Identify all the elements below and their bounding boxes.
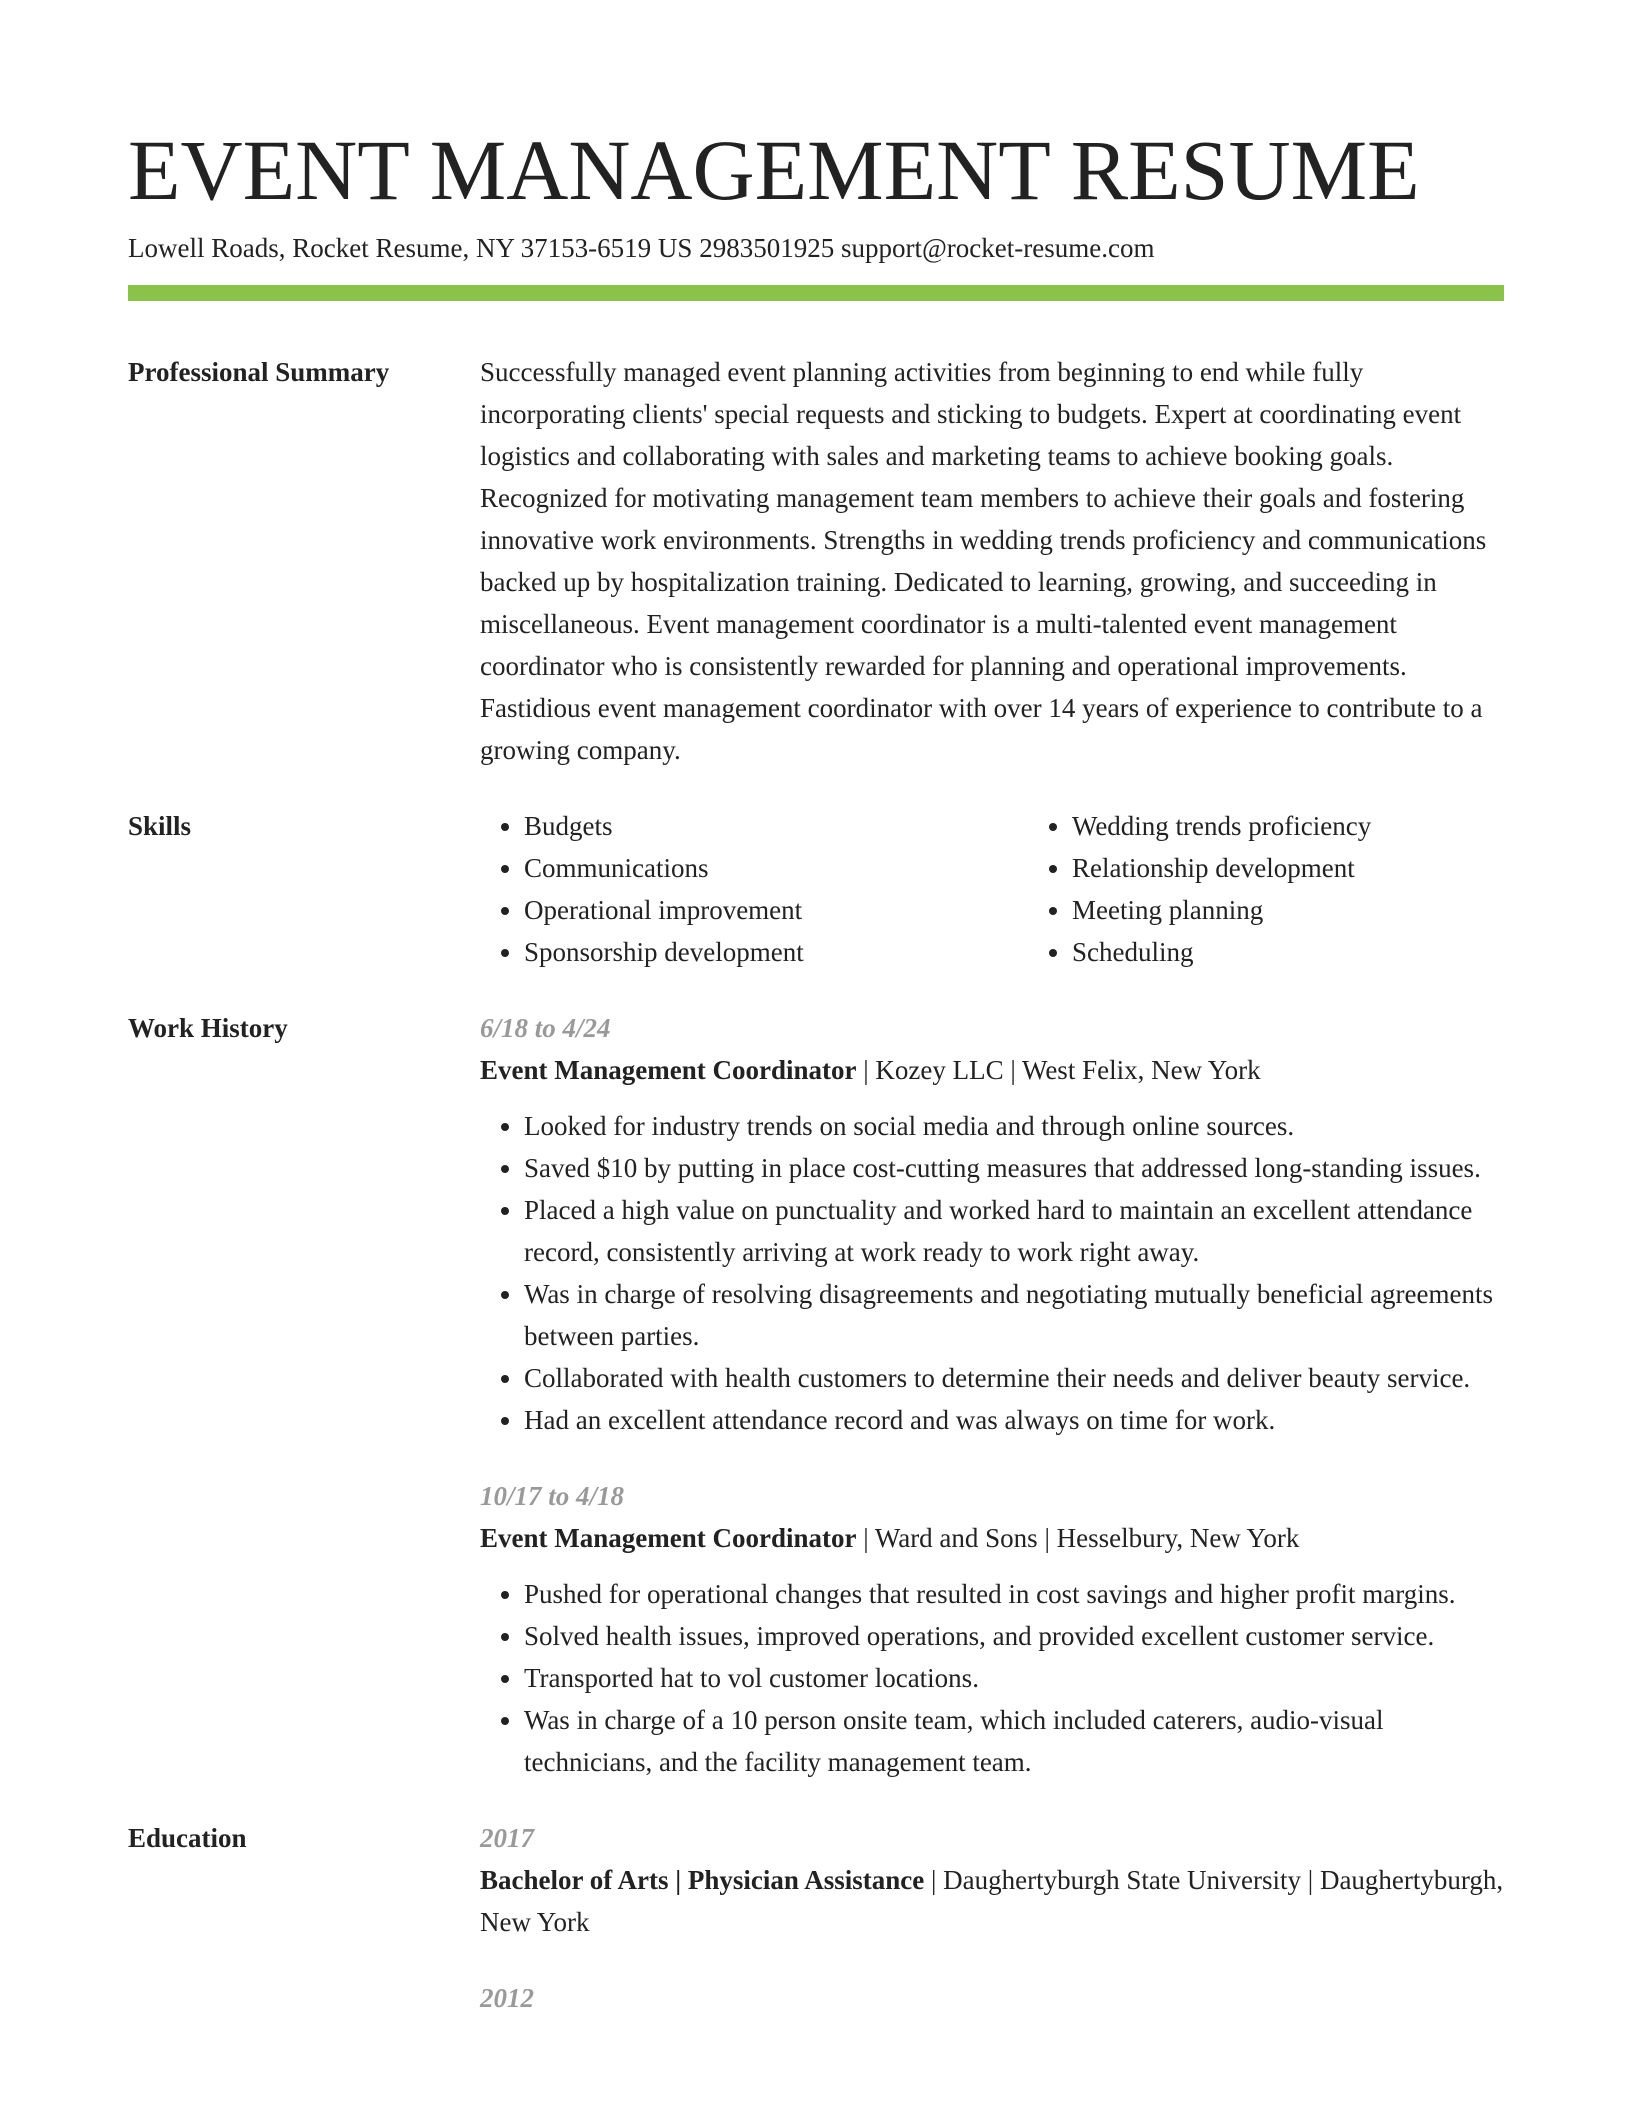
skill-item: • Operational improvement [524, 889, 1028, 931]
education-heading: Education [128, 1823, 247, 1853]
resume-title: EVENT MANAGEMENT RESUME [128, 122, 1420, 218]
education-line [480, 1859, 1504, 1943]
job-details: | Kozey LLC | West Felix, New York [856, 1055, 1261, 1085]
skills-section [128, 805, 1504, 973]
job-title: Event Management Coordinator [480, 1523, 857, 1553]
resume-page [128, 0, 1504, 2053]
education-year: 2012 [480, 1983, 534, 2013]
work-history-section [128, 1007, 1504, 1783]
job-bullet: • Looked for industry trends on social media and through online sources. [524, 1105, 1504, 1147]
job-title-line [480, 1517, 1504, 1559]
education-entry [480, 1817, 1504, 1943]
job-dates: 10/17 to 4/18 [480, 1481, 625, 1511]
job-bullets [480, 1105, 1504, 1441]
job-title: Event Management Coordinator [480, 1055, 857, 1085]
contact-info: Lowell Roads, Rocket Resume, NY 37153-6519 US 2983501925 support@rocket-resume.com [128, 233, 1155, 263]
work-history-heading: Work History [128, 1013, 288, 1043]
education-section [128, 1817, 1504, 2053]
job-bullet: • Saved $10 by putting in place cost-cutting measures that addressed long-standing issues. [524, 1147, 1504, 1189]
skills-heading: Skills [128, 811, 192, 841]
job-bullet: • Had an excellent attendance record and was always on time for work. [524, 1399, 1504, 1441]
header-divider [128, 285, 1504, 301]
job-bullets [480, 1573, 1504, 1783]
job-entry [480, 1007, 1504, 1441]
skill-item: • Relationship development [1072, 847, 1576, 889]
job-bullet: • Solved health issues, improved operations, and provided excellent customer service. [524, 1615, 1504, 1657]
skill-item: • Meeting planning [1072, 889, 1576, 931]
skill-item: • Wedding trends proficiency [1072, 805, 1576, 847]
skill-item: • Scheduling [1072, 931, 1576, 973]
summary-section [128, 351, 1504, 771]
job-bullet: • Collaborated with health customers to determine their needs and deliver beauty service. [524, 1357, 1504, 1399]
summary-heading: Professional Summary [128, 357, 390, 387]
job-title-line [480, 1049, 1504, 1091]
education-degree: Bachelor of Arts | Physician Assistance [480, 1865, 925, 1895]
job-bullet: • Was in charge of resolving disagreements and negotiating mutually beneficial agreements between parties. [524, 1273, 1504, 1357]
education-entry [480, 1977, 1504, 2019]
education-details: | Daughertyburgh State University | Daughertyburgh, New York [480, 1865, 1504, 1937]
job-bullet: • Transported hat to vol customer locations. [524, 1657, 1504, 1699]
job-bullet: • Placed a high value on punctuality and worked hard to maintain an excellent attendance record, consistently arriving at work ready to work right away. [524, 1189, 1504, 1273]
skills-list-left [480, 805, 1028, 973]
job-bullet: • Pushed for operational changes that resulted in cost savings and higher profit margins. [524, 1573, 1504, 1615]
summary-text: Successfully managed event planning activities from beginning to end while fully incorporating clients' special requests and sticking to budgets. Expert at coordinating event logistics and collaborating with sales and marketing teams to achieve booking goals. Recognized for motivating management team members to achieve their goals and fostering innovative work environments. Strengths in wedding trends proficiency and communications backed up by hospitalization training. Dedicated to learning, growing, and succeeding in miscellaneous. Event management coordinator is a multi-talented event management coordinator who is consistently rewarded for planning and operational improvements. Fastidious event management coordinator with over 14 years of experience to contribute to a growing company. [480, 357, 1487, 765]
job-details: | Ward and Sons | Hesselbury, New York [856, 1523, 1300, 1553]
job-dates: 6/18 to 4/24 [480, 1013, 611, 1043]
skills-list-right [1028, 805, 1576, 973]
job-bullet: • Was in charge of a 10 person onsite team, which included caterers, audio-visual technicians, and the facility management team. [524, 1699, 1504, 1783]
skill-item: • Communications [524, 847, 1028, 889]
skill-item: • Sponsorship development [524, 931, 1028, 973]
job-entry [480, 1475, 1504, 1783]
skill-item: • Budgets [524, 805, 1028, 847]
education-year: 2017 [480, 1823, 534, 1853]
